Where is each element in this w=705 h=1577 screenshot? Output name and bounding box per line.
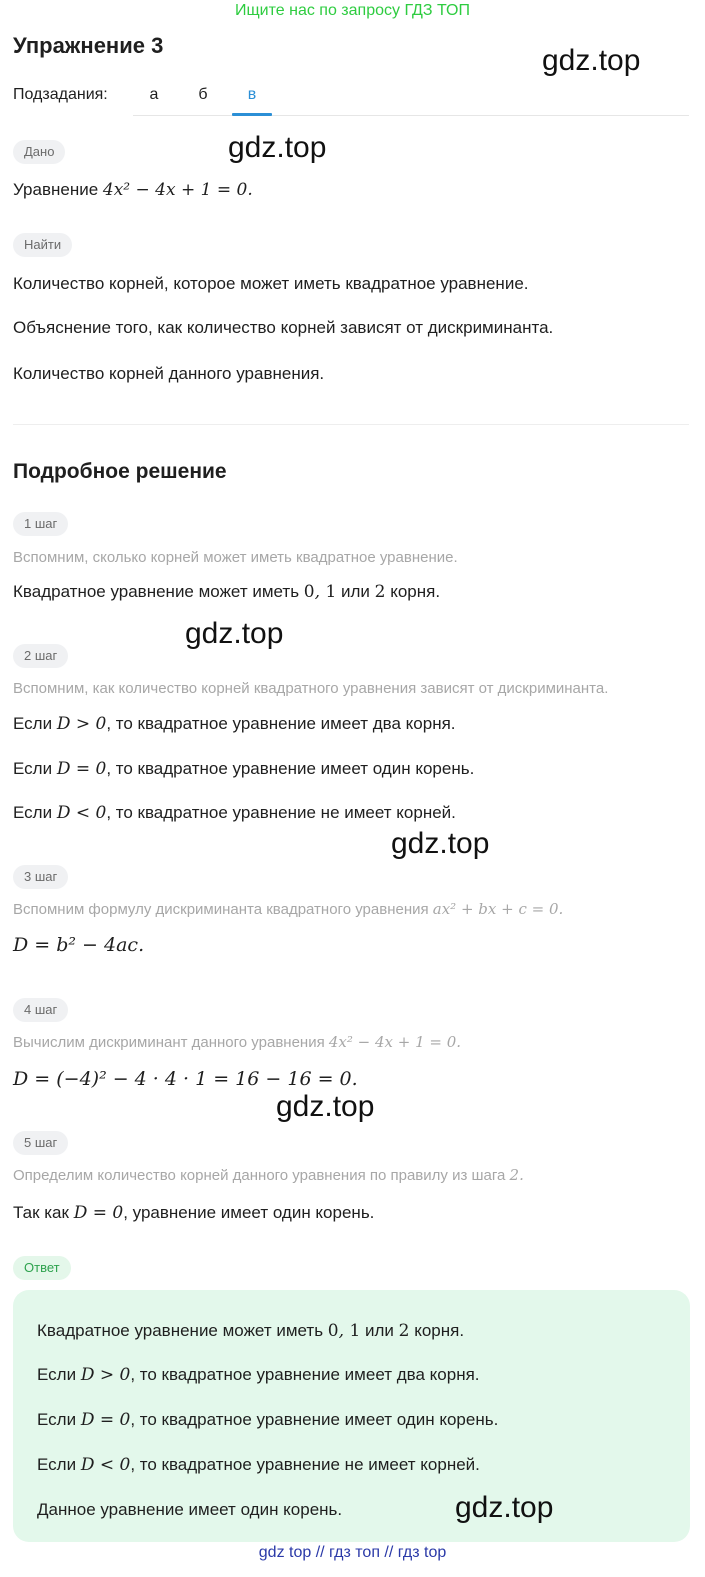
watermark: gdz.top [391,827,490,860]
rule-condition: D < 0 [80,1455,131,1475]
step-hint-text: Определим количество корней данного уравнения по правилу из шага [13,1167,506,1184]
rule-line [13,714,456,734]
step-chip: 1 шаг [13,512,68,536]
rule-condition: D > 0 [56,714,107,734]
footer-links[interactable]: gdz top // гдз топ // гдз top [258,1544,447,1561]
rule-condition: D < 0 [56,803,107,823]
step-line [13,1203,374,1223]
step-line: Квадратное уравнение может иметь 0, 1 или 2 корня. [13,582,441,602]
rule-prefix: Если [37,1410,77,1429]
answer-rule [37,1410,498,1430]
step-line-prefix: Квадратное уравнение может иметь [13,582,300,601]
answer-rule [37,1455,480,1475]
step-formula: D = (−4)² − 4 · 4 · 1 = 16 − 16 = 0. [13,1068,358,1090]
given-text [13,180,253,200]
step-hint: Вспомним, как количество корней квадратного уравнения зависят от дискриминанта. [13,680,609,697]
rule-text: , то квадратное уравнение не имеет корней. [106,803,456,822]
find-item: Количество корней данного уравнения. [13,364,325,383]
step-hint [13,900,563,918]
rule-prefix: Если [37,1365,77,1384]
given-chip: Дано [13,140,65,164]
step-hint-text: Вспомним формулу дискриминанта квадратного уравнения [13,901,429,918]
rule-text: , то квадратное уравнение имеет один корень. [130,1410,499,1429]
tab-a[interactable]: а [149,86,159,103]
given-equation: 4x² − 4x + 1 = 0. [102,180,253,200]
find-chip: Найти [13,233,72,257]
rule-line [13,759,474,779]
step-condition: D = 0 [73,1203,124,1223]
value: 2 [398,1321,410,1341]
answer-chip: Ответ [13,1256,71,1280]
rule-condition: D = 0 [56,759,107,779]
rule-text: , то квадратное уравнение имеет два корня. [106,714,456,733]
step-chip: 5 шаг [13,1131,68,1155]
find-item: Количество корней, которое может иметь квадратное уравнение. [13,274,529,293]
step-hint-ref: 2. [509,1166,524,1184]
value: 0 [327,1321,339,1341]
active-tab-indicator [232,113,272,116]
step-chip: 3 шаг [13,865,68,889]
given-prefix: Уравнение [13,180,99,199]
step-hint [13,1033,461,1051]
step-chip: 4 шаг [13,998,68,1022]
value: 1 [349,1321,361,1341]
rule-line [13,803,456,823]
find-item: Объяснение того, как количество корней зависят от дискриминанта. [13,318,554,337]
step-formula: D = b² − 4ac. [13,934,145,956]
step-hint-text: Вычислим дискриминант данного уравнения [13,1034,325,1051]
rule-prefix: Если [13,759,53,778]
answer-line: Квадратное уравнение может иметь 0, 1 или 2 корня. [37,1321,465,1341]
page-title: Упражнение 3 [13,33,164,58]
solution-title: Подробное решение [13,460,227,483]
step-line-prefix: Так как [13,1203,69,1222]
watermark: gdz.top [228,131,327,164]
step-hint: Вспомним, сколько корней может иметь квадратное уравнение. [13,549,458,566]
tab-b[interactable]: б [198,86,208,103]
tabs-divider [133,115,689,116]
rule-text: , то квадратное уравнение не имеет корней. [130,1455,480,1474]
step-chip: 2 шаг [13,644,68,668]
top-banner: Ищите нас по запросу ГДЗ ТОП [235,2,470,19]
rule-prefix: Если [13,803,53,822]
value: 1 [325,582,337,602]
value: 2 [374,582,386,602]
watermark: gdz.top [276,1090,375,1123]
watermark: gdz.top [542,44,641,77]
step-hint-formula: ax² + bx + c = 0. [432,900,564,918]
answer-rule [37,1365,480,1385]
rule-text: , то квадратное уравнение имеет один корень. [106,759,475,778]
rule-prefix: Если [37,1455,77,1474]
rule-condition: D = 0 [80,1410,131,1430]
step-hint-formula: 4x² − 4x + 1 = 0. [328,1033,462,1051]
answer-line-prefix: Квадратное уравнение может иметь [37,1321,324,1340]
step-line-suffix: корня. [390,582,441,601]
step-line-suffix: , уравнение имеет один корень. [123,1203,375,1222]
rule-text: , то квадратное уравнение имеет два корня. [130,1365,480,1384]
watermark: gdz.top [185,617,284,650]
tab-v[interactable]: в [247,86,257,103]
subtasks-label: Подзадания: [13,86,108,103]
watermark: gdz.top [455,1491,554,1524]
section-divider [13,424,689,425]
rule-prefix: Если [13,714,53,733]
rule-condition: D > 0 [80,1365,131,1385]
step-hint [13,1166,524,1184]
answer-last: Данное уравнение имеет один корень. [37,1500,343,1519]
value: 0 [303,582,315,602]
answer-line-suffix: корня. [414,1321,465,1340]
